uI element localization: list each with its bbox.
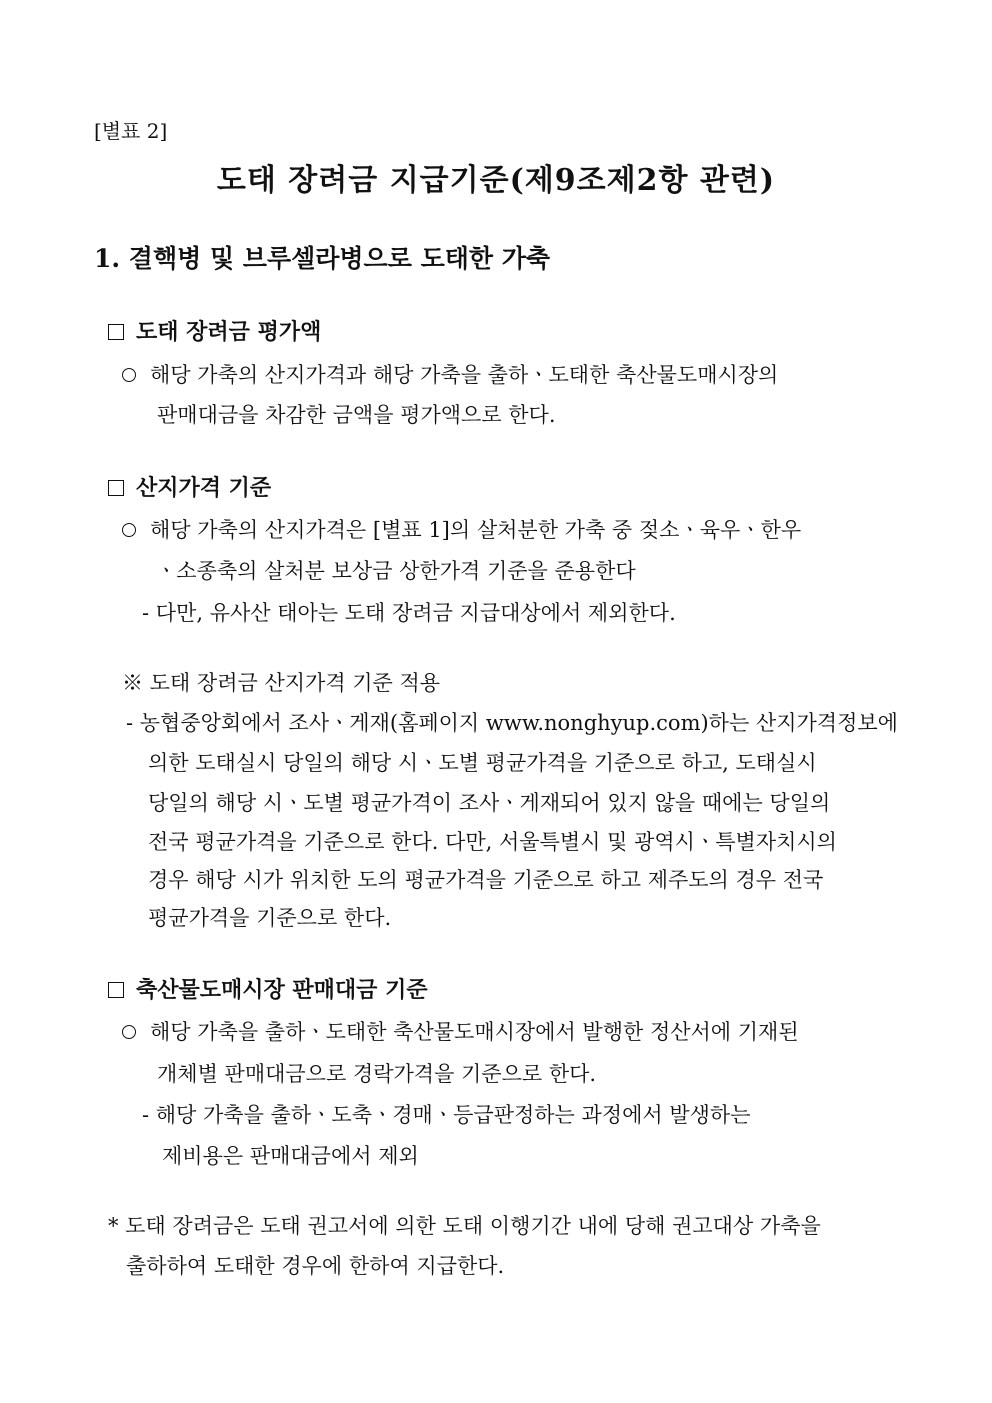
footnote-line-1: * 도태 장려금은 도태 권고서에 의한 도태 이행기간 내에 당해 권고대상 가축을 bbox=[108, 1214, 821, 1238]
market-price-dash-line-1: - 해당 가축을 출하ㆍ도축ㆍ경매ㆍ등급판정하는 과정에서 발생하는 bbox=[142, 1103, 751, 1127]
square-bullet-icon bbox=[108, 324, 124, 340]
evaluation-bullet-text-1: 해당 가축의 산지가격과 해당 가축을 출하ㆍ도태한 축산물도매시장의 bbox=[150, 363, 779, 387]
origin-price-bullet-line-1 bbox=[122, 516, 801, 544]
subsection-market-price bbox=[108, 976, 428, 1004]
origin-price-note-line-3: 당일의 해당 시ㆍ도별 평균가격이 조사ㆍ게재되어 있지 않을 때에는 당일의 bbox=[148, 791, 831, 815]
origin-price-note-line-5: 경우 해당 시가 위치한 도의 평균가격을 기준으로 하고 제주도의 경우 전국 bbox=[148, 868, 824, 892]
footnote-line-2: 출하하여 도태한 경우에 한하여 지급한다. bbox=[126, 1254, 505, 1278]
section-heading-1: 1. 결핵병 및 브루셀라병으로 도태한 가축 bbox=[94, 244, 551, 273]
market-price-bullet-line-1 bbox=[122, 1018, 799, 1046]
origin-price-note-line-1: - 농협중앙회에서 조사ㆍ게재(홈페이지 www.nonghyup.com)하는 산지가격정보에 bbox=[126, 711, 898, 735]
circle-bullet-icon bbox=[122, 523, 136, 537]
origin-price-note-heading: ※ 도태 장려금 산지가격 기준 적용 bbox=[122, 671, 441, 695]
page-title: 도태 장려금 지급기준(제9조제2항 관련) bbox=[216, 163, 776, 198]
circle-bullet-icon bbox=[122, 368, 136, 382]
subsection-market-price-heading: 축산물도매시장 판매대금 기준 bbox=[136, 977, 428, 1003]
square-bullet-icon bbox=[108, 982, 124, 998]
appendix-tag: [별표 2] bbox=[94, 119, 168, 143]
origin-price-dash-1: - 다만, 유사산 태아는 도태 장려금 지급대상에서 제외한다. bbox=[142, 601, 676, 625]
origin-price-note-line-2: 의한 도태실시 당일의 해당 시ㆍ도별 평균가격을 기준으로 하고, 도태실시 bbox=[148, 751, 817, 775]
market-price-dash-line-2: 제비용은 판매대금에서 제외 bbox=[162, 1144, 419, 1168]
origin-price-bullet-text-1: 해당 가축의 산지가격은 [별표 1]의 살처분한 가축 중 젖소ㆍ육우ㆍ한우 bbox=[150, 518, 802, 542]
origin-price-note-line-4: 전국 평균가격을 기준으로 한다. 다만, 서울특별시 및 광역시ㆍ특별자치시의 bbox=[148, 830, 837, 854]
evaluation-bullet-line-2: 판매대금을 차감한 금액을 평가액으로 한다. bbox=[157, 403, 556, 427]
subsection-origin-price bbox=[108, 474, 271, 502]
market-price-bullet-text-1: 해당 가축을 출하ㆍ도태한 축산물도매시장에서 발행한 정산서에 기재된 bbox=[150, 1020, 799, 1044]
market-price-bullet-line-2: 개체별 판매대금으로 경락가격을 기준으로 한다. bbox=[157, 1062, 597, 1086]
subsection-evaluation bbox=[108, 318, 321, 346]
subsection-evaluation-heading: 도태 장려금 평가액 bbox=[136, 319, 322, 345]
square-bullet-icon bbox=[108, 480, 124, 496]
origin-price-note-line-6: 평균가격을 기준으로 한다. bbox=[148, 906, 392, 930]
evaluation-bullet-line-1 bbox=[122, 361, 778, 389]
origin-price-bullet-line-2: ㆍ소종축의 살처분 보상금 상한가격 기준을 준용한다 bbox=[156, 559, 636, 583]
subsection-origin-price-heading: 산지가격 기준 bbox=[136, 475, 272, 501]
circle-bullet-icon bbox=[122, 1025, 136, 1039]
